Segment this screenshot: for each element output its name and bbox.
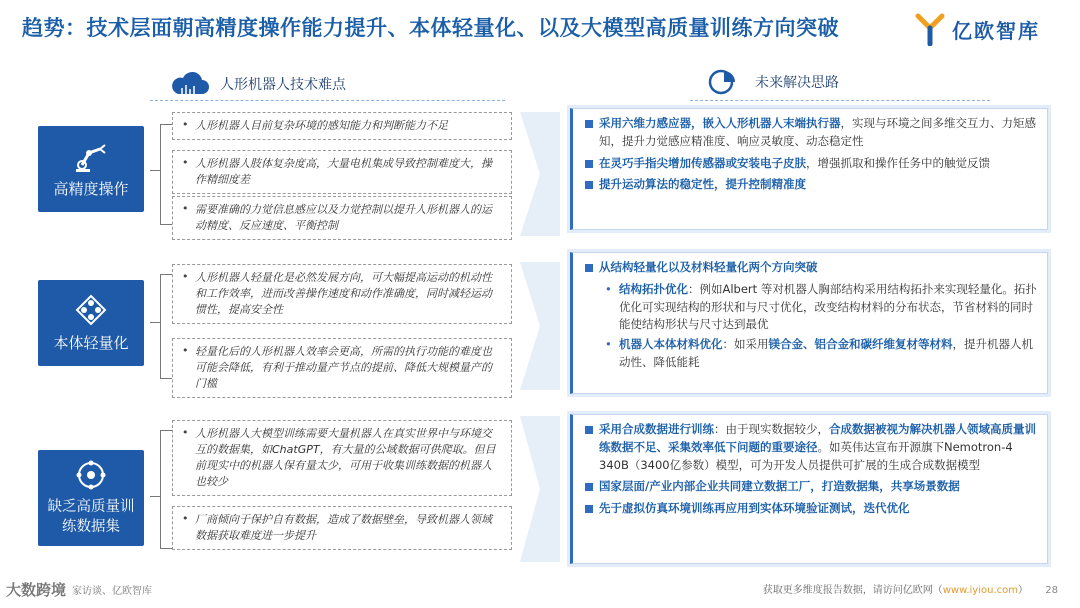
problem-text: 人形机器人大模型训练需要大量机器人在真实世界中与环境交互的数据集，如ChatGPT，有大量的公域数据可供爬取。但目前现实中的机器人保有量太少，可用于收集训练数据的机器人也较少 xyxy=(195,427,496,488)
bracket-top-2 xyxy=(160,274,172,275)
footer-source xyxy=(6,579,152,600)
solution-text: ：例如Albert 等对机器人胸部结构采用结构拓扑来实现轻量化。拓扑优化可实现结构的形状和与尺寸优化，改变结构材料的分布状态，节省材料的同时能使结构形状与尺寸达到最优 xyxy=(619,281,1037,332)
solution-item xyxy=(585,500,1037,518)
category-high-precision xyxy=(38,126,144,212)
problem-item xyxy=(172,196,512,240)
footer-text-end: ） xyxy=(1018,585,1028,596)
problem-text: 轻量化后的人形机器人效率会更高，所需的执行功能的难度也可能会降低，有利于推动量产节点的提前、降低大规模量产的门槛 xyxy=(195,345,492,390)
solution-item xyxy=(585,478,1037,496)
bracket-bottom-1 xyxy=(160,224,172,225)
solution-box-data xyxy=(570,414,1048,564)
bracket-bottom-2 xyxy=(160,378,172,379)
problem-text: 需要准确的力觉信息感应以及力觉控制以提升人形机器人的运动精度、反应速度、平衡控制 xyxy=(195,203,492,232)
solution-bold: 结构拓扑优化 xyxy=(619,281,688,296)
title-main: 技术层面朝高精度操作能力提升、本体轻量化、以及大模型高质量训练方向突破 xyxy=(86,16,839,40)
left-section-title: 人形机器人技术难点 xyxy=(220,77,346,93)
pie-chart-icon xyxy=(705,68,745,96)
solution-item xyxy=(585,115,1037,151)
bracket-1 xyxy=(160,124,161,224)
solution-text: ：如采用 xyxy=(722,337,769,352)
watermark-text: 大数跨境 xyxy=(6,581,67,599)
category-label: 本体轻量化 xyxy=(53,333,129,352)
solution-bold: 采用六维力感应器，嵌入人形机器人末端执行器 xyxy=(599,116,841,130)
arrow-2 xyxy=(520,262,560,390)
problem-item xyxy=(172,420,512,496)
footer-text: 获取更多维度报告数据，请访问亿欧网（ xyxy=(762,585,943,596)
left-divider xyxy=(150,100,505,101)
problem-item xyxy=(172,150,512,194)
right-section-title: 未来解决思路 xyxy=(755,75,839,91)
brand-logo xyxy=(914,12,1040,46)
bracket-top-1 xyxy=(160,124,172,125)
website-link[interactable]: www.iyiou.com xyxy=(942,585,1018,596)
solution-item xyxy=(585,155,1037,173)
problem-text: 人形机器人目前复杂环境的感知能力和判断能力不足 xyxy=(195,119,448,132)
robot-arm-icon xyxy=(74,139,108,173)
solution-bold: 先于虚拟仿真环境训练再应用到实体环境验证测试，迭代优化 xyxy=(599,501,910,516)
solution-item xyxy=(585,259,1037,277)
solution-bold: 国家层面/产业内部企业共同建立数据工厂，打造数据集，共享场景数据 xyxy=(599,479,960,494)
solution-bold: 从结构轻量化以及材料轻量化两个方向突破 xyxy=(599,260,818,274)
source-text: 家访谈、亿欧智库 xyxy=(72,586,153,597)
solution-subitem xyxy=(585,281,1037,334)
category-label: 缺乏高质量训练数据集 xyxy=(47,499,135,535)
solution-text: ：由于现实数据较少， xyxy=(714,422,829,436)
solution-bold: 镁合金、铝合金和碳纤维复材等材料 xyxy=(768,337,953,352)
problem-item xyxy=(172,112,512,140)
solution-text: ，实现与环境之间多维交互力、力矩感知，提升力觉感应精准度、响应灵敏度、动态稳定性 xyxy=(599,116,1036,148)
left-section-header xyxy=(170,70,346,98)
solution-item xyxy=(585,421,1037,474)
solution-subitem xyxy=(585,336,1037,372)
problem-item xyxy=(172,338,512,398)
bracket-2 xyxy=(160,274,161,378)
problem-text: 厂商倾向于保护自有数据，造成了数据壁垒，导致机器人领域数据获取难度进一步提升 xyxy=(195,513,492,542)
footer-link-text xyxy=(763,581,1028,596)
bracket-tick-2 xyxy=(150,322,160,323)
arrow-3 xyxy=(520,416,560,562)
problem-item xyxy=(172,264,512,324)
category-label: 高精度操作 xyxy=(53,179,129,198)
category-training-data xyxy=(38,450,144,546)
solution-bold: 在灵巧手指尖增加传感器或安装电子皮肤 xyxy=(599,155,806,170)
data-network-icon xyxy=(74,458,108,492)
logo-text: 亿欧智库 xyxy=(952,18,1040,43)
page-number: 28 xyxy=(1045,585,1058,596)
solution-bold: 机器人本体材料优化 xyxy=(619,337,723,352)
cloud-icon xyxy=(170,70,210,98)
solution-box-precision xyxy=(570,108,1048,230)
structure-icon xyxy=(74,293,108,327)
solution-item xyxy=(585,176,1037,194)
bracket-tick-1 xyxy=(150,170,160,171)
problem-text: 人形机器人肢体复杂度高，大量电机集成导致控制难度大，操作精细度差 xyxy=(195,157,492,186)
bracket-bottom-3 xyxy=(160,548,172,549)
right-section-header xyxy=(705,68,839,96)
category-lightweight xyxy=(38,280,144,366)
title-prefix: 趋势： xyxy=(22,16,87,40)
yiou-logo-icon xyxy=(914,12,946,46)
problem-item xyxy=(172,506,512,550)
problem-text: 人形机器人轻量化是必然发展方向，可大幅提高运动的机动性和工作效率，进而改善操作速度和动作准确度，同时减轻运动惯性，提高安全性 xyxy=(195,271,492,316)
bracket-3 xyxy=(160,430,161,548)
page-title xyxy=(22,12,839,42)
solution-bold: 合成数据被视为解决机器人领域高质量训练数据不足、采集效率低下问题的重要途径 xyxy=(599,422,1036,454)
solution-bold: 提升运动算法的稳定性，提升控制精准度 xyxy=(599,177,806,192)
solution-text: ，增强抓取和操作任务中的触觉反馈 xyxy=(806,155,990,170)
bracket-top-3 xyxy=(160,430,172,431)
solution-text: ，提升机器人机动性、降低能耗 xyxy=(619,337,1033,370)
solution-bold: 采用合成数据进行训练 xyxy=(599,422,714,436)
arrow-1 xyxy=(520,112,560,236)
solution-box-lightweight xyxy=(570,252,1048,394)
right-divider xyxy=(690,100,990,101)
solution-text: 。如英伟达宣布开源旗下Nemotron-4 340B（3400亿参数）模型，可为开发人员提供可扩展的生成合成数据模型 xyxy=(599,439,1013,472)
bracket-tick-3 xyxy=(150,496,160,497)
